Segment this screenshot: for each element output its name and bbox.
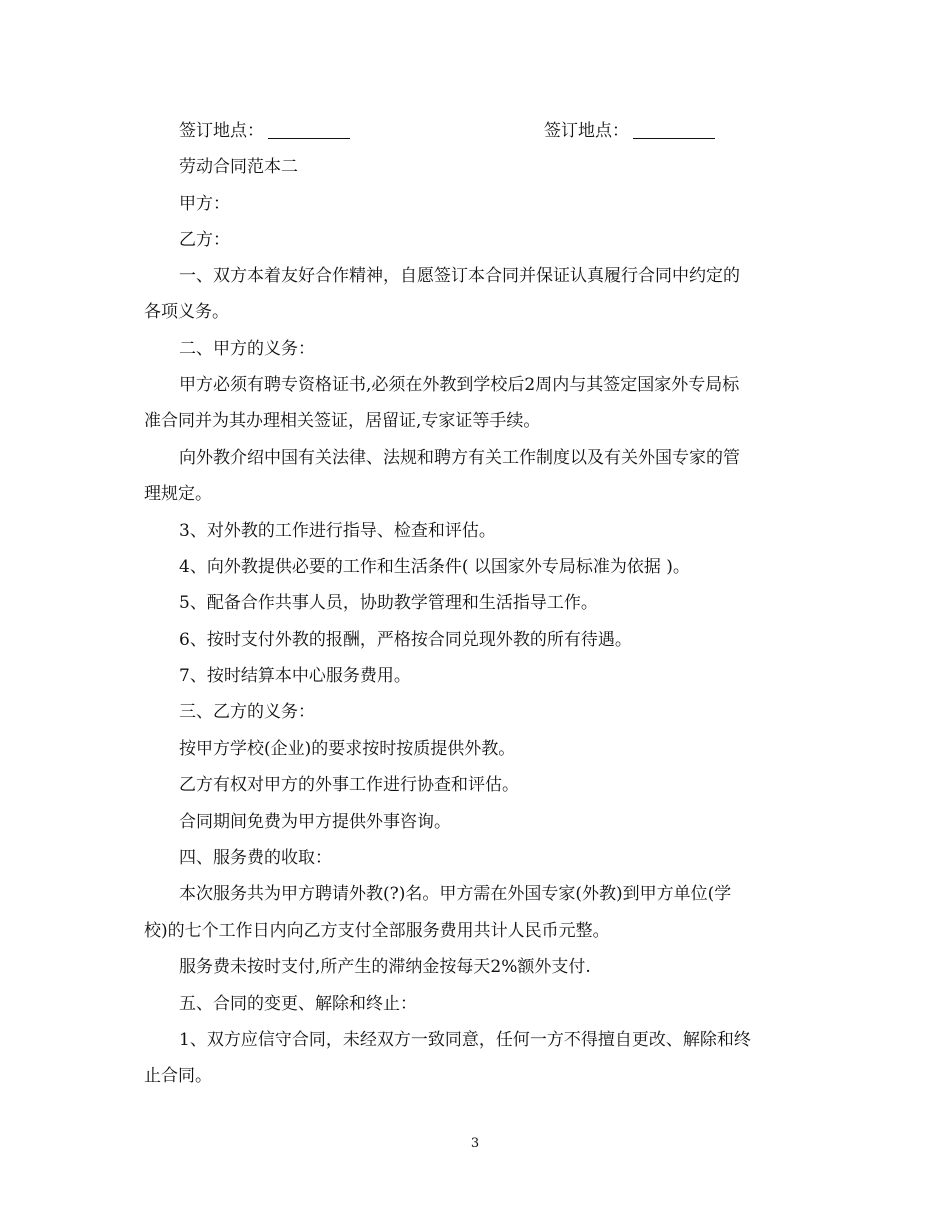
paragraph-line: 理规定。	[144, 484, 212, 504]
list-item: 5、配备合作共事人员，协助教学管理和生活指导工作。	[179, 593, 598, 613]
paragraph-line: 校)的七个工作日内向乙方支付全部服务费用共计人民币元整。	[144, 921, 610, 941]
party-b-label: 乙方：	[179, 230, 230, 250]
list-item: 3、对外教的工作进行指导、检查和评估。	[179, 521, 496, 541]
list-item: 7、按时结算本中心服务费用。	[179, 666, 411, 686]
page-number: 3	[470, 1136, 480, 1151]
section-heading: 四、服务费的收取：	[179, 848, 332, 868]
signing-place-left-label: 签订地点：	[179, 121, 264, 141]
section-heading: 三、乙方的义务：	[179, 702, 315, 722]
signing-place-left	[179, 119, 350, 143]
signing-place-left-blank	[268, 122, 350, 139]
list-item: 1、双方应信守合同，未经双方一致同意，任何一方不得擅自更改、解除和终	[179, 1030, 751, 1050]
paragraph-line: 向外教介绍中国有关法律、法规和聘方有关工作制度以及有关外国专家的管	[179, 448, 740, 468]
paragraph-line: 甲方必须有聘专资格证书,必须在外教到学校后2周内与其签定国家外专局标	[179, 375, 740, 395]
paragraph-line: 一、双方本着友好合作精神，自愿签订本合同并保证认真履行合同中约定的	[179, 266, 740, 286]
paragraph-line: 本次服务共为甲方聘请外教(?)名。甲方需在外国专家(外教)到甲方单位(学	[179, 884, 732, 904]
contract-title: 劳动合同范本二	[179, 157, 298, 177]
party-a-label: 甲方：	[179, 194, 230, 214]
signing-place-right-blank	[633, 122, 715, 139]
list-item: 4、向外教提供必要的工作和生活条件( 以国家外专局标准为依据 )。	[179, 557, 690, 577]
paragraph-line: 合同期间免费为甲方提供外事咨询。	[179, 812, 451, 832]
list-item: 6、按时支付外教的报酬，严格按合同兑现外教的所有待遇。	[179, 630, 632, 650]
paragraph-line: 止合同。	[144, 1066, 212, 1086]
paragraph-line: 乙方有权对甲方的外事工作进行协查和评估。	[179, 775, 519, 795]
paragraph-line: 按甲方学校(企业)的要求按时按质提供外教。	[179, 739, 516, 759]
paragraph-line: 准合同并为其办理相关签证，居留证,专家证等手续。	[144, 411, 541, 431]
paragraph-line: 服务费未按时支付,所产生的滞纳金按每天2%额外支付.	[179, 957, 591, 977]
signing-place-right	[544, 119, 715, 143]
section-heading: 五、合同的变更、解除和终止：	[179, 994, 417, 1014]
signing-place-right-label: 签订地点：	[544, 121, 629, 141]
paragraph-line: 各项义务。	[144, 302, 229, 322]
section-heading: 二、甲方的义务：	[179, 339, 315, 359]
